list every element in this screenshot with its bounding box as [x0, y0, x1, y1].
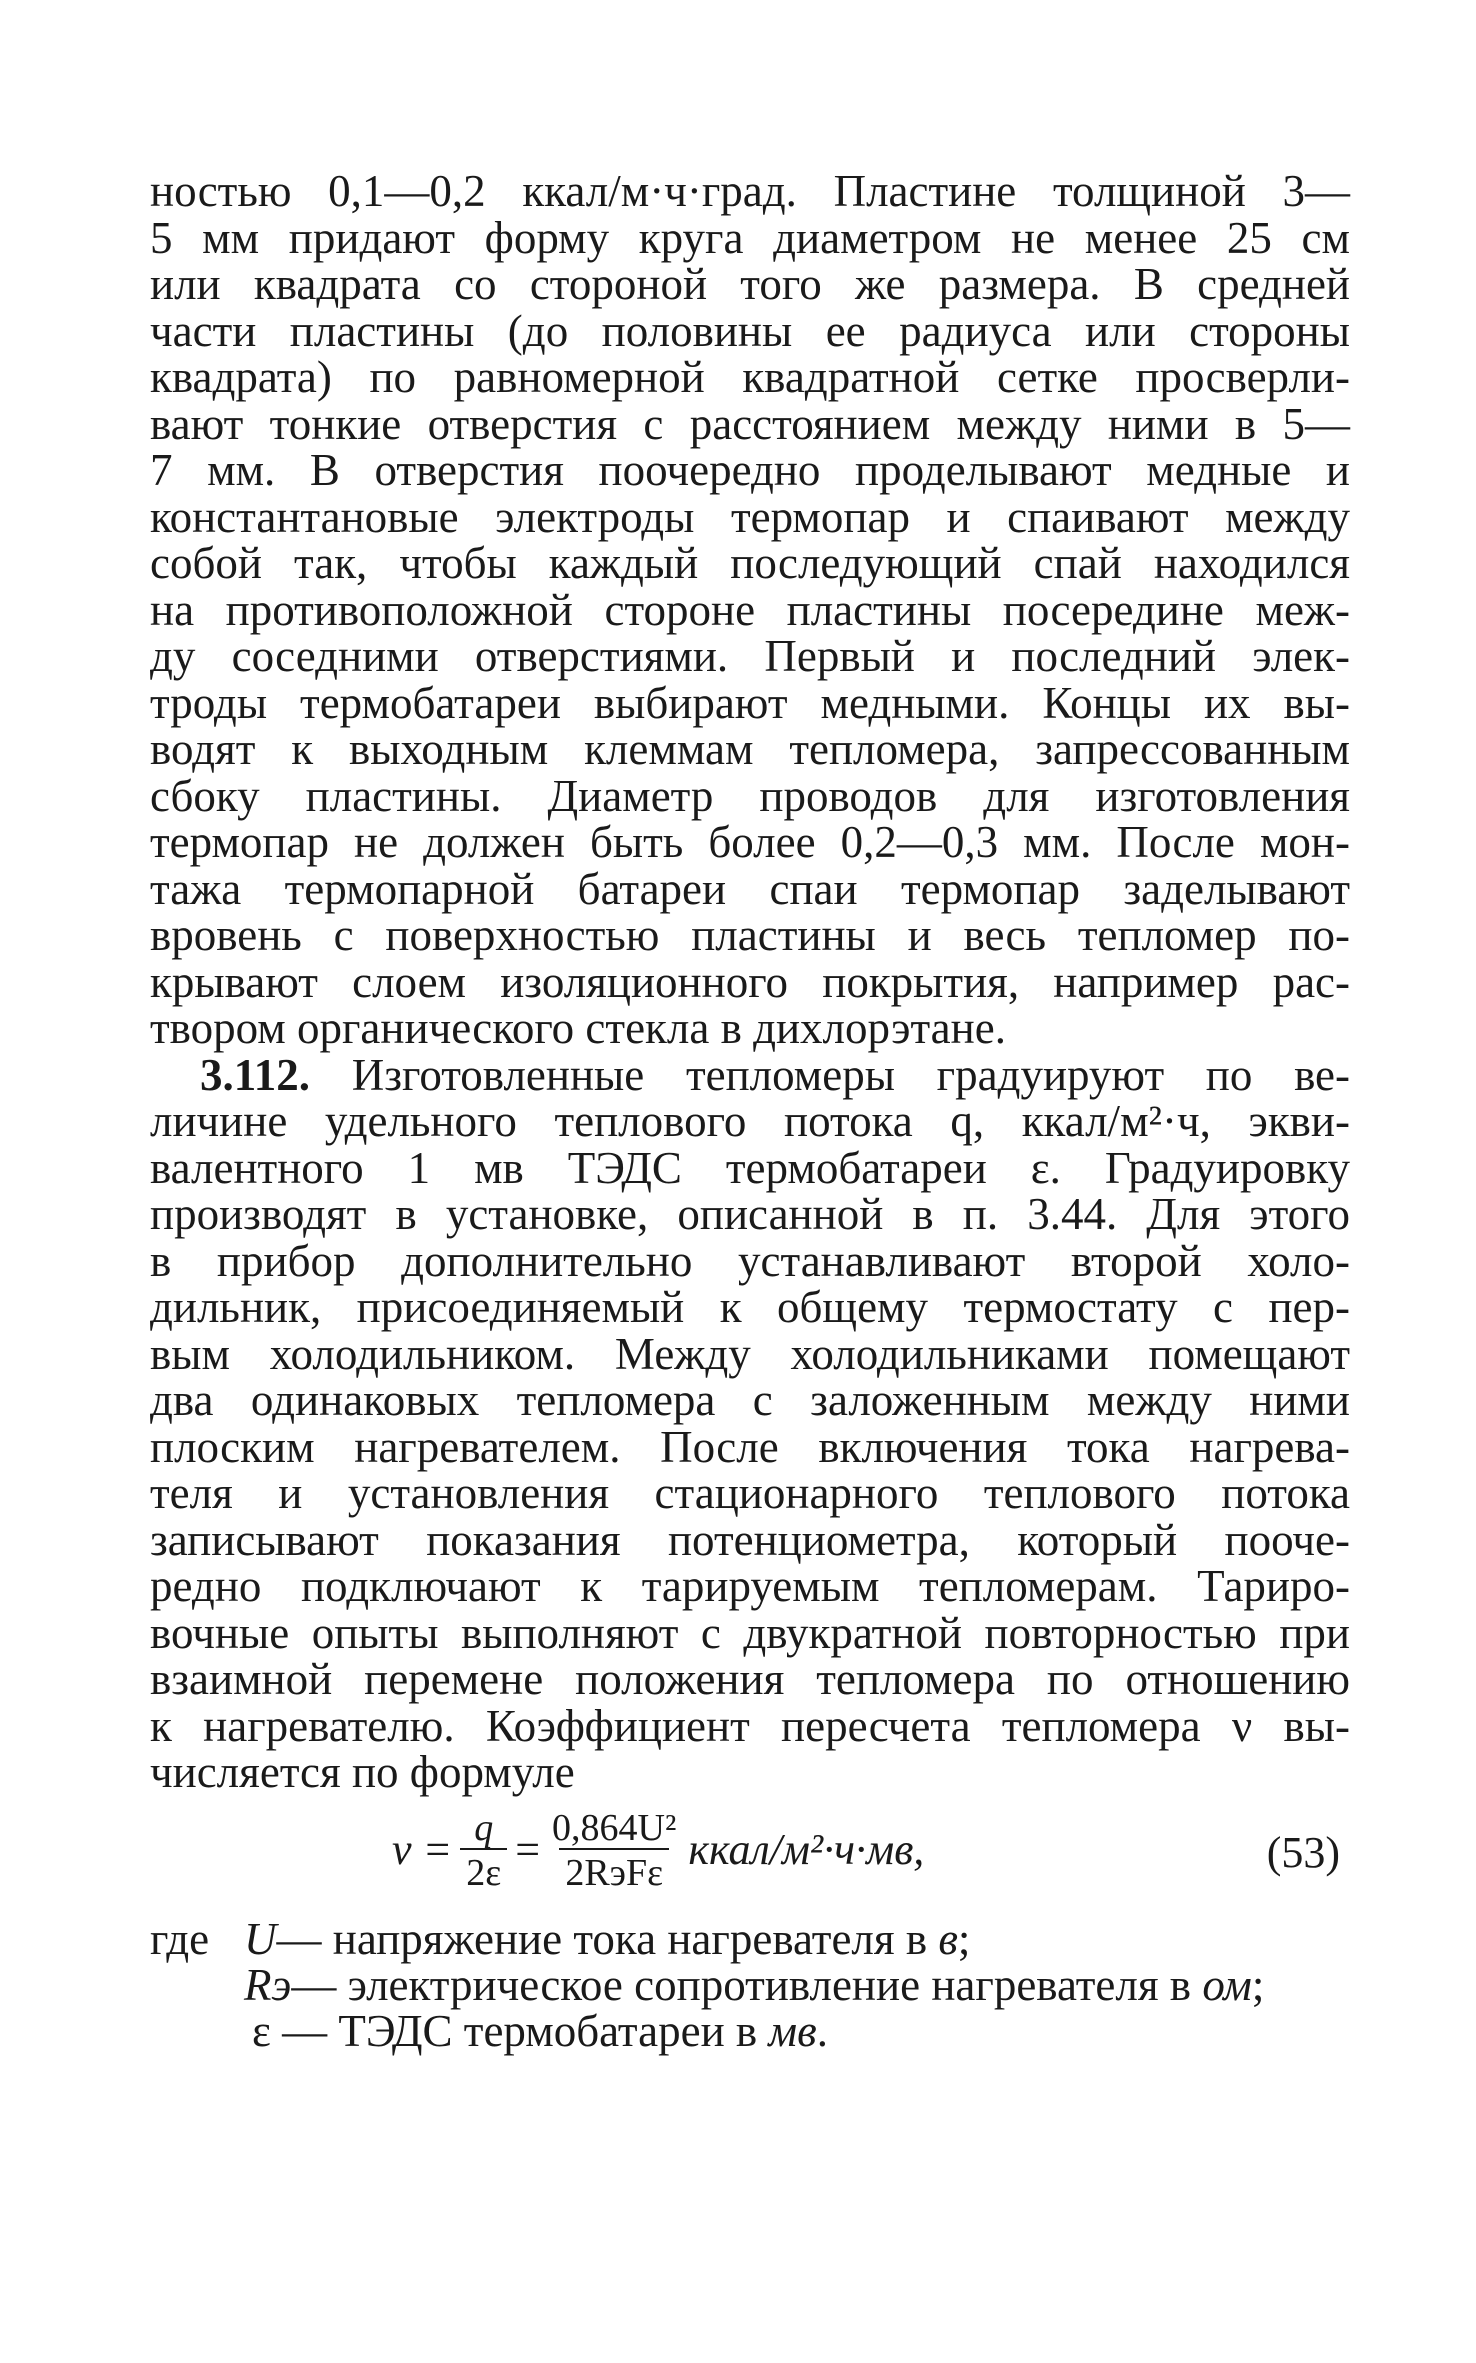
paragraph2-line: редно подключают к тарируемым тепломерам. Тариро- — [150, 1561, 1350, 1611]
paragraph1-line: термопар не должен быть более 0,2—0,3 мм. После мон- — [150, 817, 1350, 867]
paragraph1-line: константановые электроды термопар и спаивают между — [150, 491, 1350, 542]
paragraph2-line: теля и установления стационарного теплового потока — [150, 1468, 1350, 1518]
paragraph1-line: 7 мм. В отверстия поочередно проделывают медные и — [150, 445, 1350, 495]
equation-number: (53) — [1266, 1827, 1340, 1877]
paragraph2-line: в прибор дополнительно устанавливают второй холо- — [150, 1235, 1350, 1286]
symbol-r: Rэ — [244, 1959, 292, 2010]
paragraph1-line: твором органического стекла в дихлорэтане. — [150, 1003, 1006, 1053]
paragraph1-line: квадрата) по равномерной квадратной сетке просверли- — [150, 352, 1350, 402]
paragraph2-line: вочные опыты выполняют с двукратной повторностью при — [150, 1607, 1350, 1658]
legend-end-u: ; — [957, 1913, 971, 1964]
unit-r: ом — [1202, 1959, 1252, 2010]
paragraph2-line: производят в установке, описанной в п. 3.44. Для этого — [150, 1189, 1350, 1239]
legend-item-u — [244, 1913, 971, 1964]
paragraph1-line: 5 мм придают форму круга диаметром не менее 25 см — [150, 212, 1350, 263]
symbol-legend — [150, 1913, 1350, 2066]
paragraph2-line: два одинаковых тепломера с заложенным между ними — [150, 1375, 1350, 1425]
paragraph2-line — [150, 1049, 1351, 1100]
legend-where: где — [150, 1913, 210, 1964]
paragraph2-line: валентного 1 мв ТЭДС термобатареи ε. Градуировку — [150, 1142, 1350, 1193]
unit-u: в — [938, 1913, 958, 1964]
paragraph2-line: личине удельного теплового потока q, ккал/м²·ч, экви- — [150, 1096, 1350, 1146]
frac1-numerator: q — [474, 1806, 494, 1849]
paragraph1-line: сбоку пластины. Диаметр проводов для изготовления — [150, 770, 1350, 821]
paragraph-2 — [150, 1049, 1351, 1797]
paragraph2-line: к нагревателю. Коэффициент пересчета тепломера ν вы- — [150, 1700, 1350, 1751]
fraction-voltage — [548, 1808, 680, 1894]
document-page — [150, 168, 1350, 2066]
frac1-denominator: 2ε — [460, 1848, 507, 1894]
paragraph2-line: плоским нагревателем. После включения тока нагрева- — [150, 1421, 1350, 1472]
paragraph2-line: записывают показания потенциометра, который пооче- — [150, 1514, 1350, 1565]
paragraph1-line: вровень с поверхностью пластины и весь тепломер по- — [150, 910, 1350, 960]
frac2-numerator: 0,864U² — [552, 1806, 677, 1849]
formula-units: ккал/м²·ч·мв, — [688, 1825, 925, 1875]
formula-53 — [150, 1800, 1350, 1908]
paragraph1-line: ду соседними отверстиями. Первый и последний элек- — [150, 631, 1350, 681]
legend-end-e: . — [816, 2005, 828, 2056]
section-number: 3.112. — [200, 1049, 311, 1100]
paragraph1-line: на противоположной стороне пластины посередине меж- — [150, 584, 1350, 635]
paragraph1-line: или квадрата со стороной того же размера. В средней — [150, 259, 1350, 309]
paragraph1-line: тажа термопарной батареи спаи термопар заделывают — [150, 863, 1350, 914]
paragraph2-line-text: Изготовленные тепломеры градуируют по ве- — [351, 1049, 1351, 1100]
legend-item-e — [252, 2005, 828, 2056]
frac2-denominator: 2RэFε — [559, 1848, 669, 1894]
paragraph1-line: троды термобатареи выбирают медными. Концы их вы- — [150, 677, 1350, 728]
symbol-u: U — [244, 1913, 277, 1964]
paragraph1-line: ностью 0,1—0,2 ккал/м·ч·град. Пластине толщиной 3— — [150, 166, 1350, 216]
paragraph2-line: дильник, присоединяемый к общему термостату с пер- — [150, 1282, 1350, 1332]
legend-end-r: ; — [1251, 1959, 1265, 2010]
formula-equals: = — [515, 1825, 541, 1875]
symbol-e: ε — [252, 2005, 271, 2056]
paragraph2-line: взаимной перемене положения тепломера по отношению — [150, 1654, 1350, 1704]
legend-item-r — [244, 1959, 1265, 2010]
legend-text-u: — напряжение тока нагревателя в — [276, 1913, 939, 1964]
paragraph1-line: водят к выходным клеммам тепломера, запрессованным — [150, 724, 1350, 774]
fraction-q-over-2e — [460, 1808, 507, 1894]
formula-lhs: ν = — [392, 1825, 453, 1875]
formula-body — [392, 1808, 924, 1894]
unit-e: мв — [768, 2005, 817, 2056]
legend-text-e: — ТЭДС термобатареи в — [270, 2005, 769, 2056]
legend-text-r: — электрическое сопротивление нагревателя в — [291, 1959, 1203, 2010]
paragraph1-line: части пластины (до половины ее радиуса или стороны — [150, 305, 1350, 356]
paragraph1-line: вают тонкие отверстия с расстоянием между ними в 5— — [150, 398, 1350, 449]
paragraph2-line: вым холодильником. Между холодильниками помещают — [150, 1328, 1350, 1379]
paragraph2-line: числяется по формуле — [150, 1747, 575, 1797]
paragraph1-line: собой так, чтобы каждый последующий спай находился — [150, 538, 1350, 588]
paragraph-1 — [150, 168, 1350, 1052]
paragraph1-line: крывают слоем изоляционного покрытия, например рас- — [150, 956, 1350, 1007]
